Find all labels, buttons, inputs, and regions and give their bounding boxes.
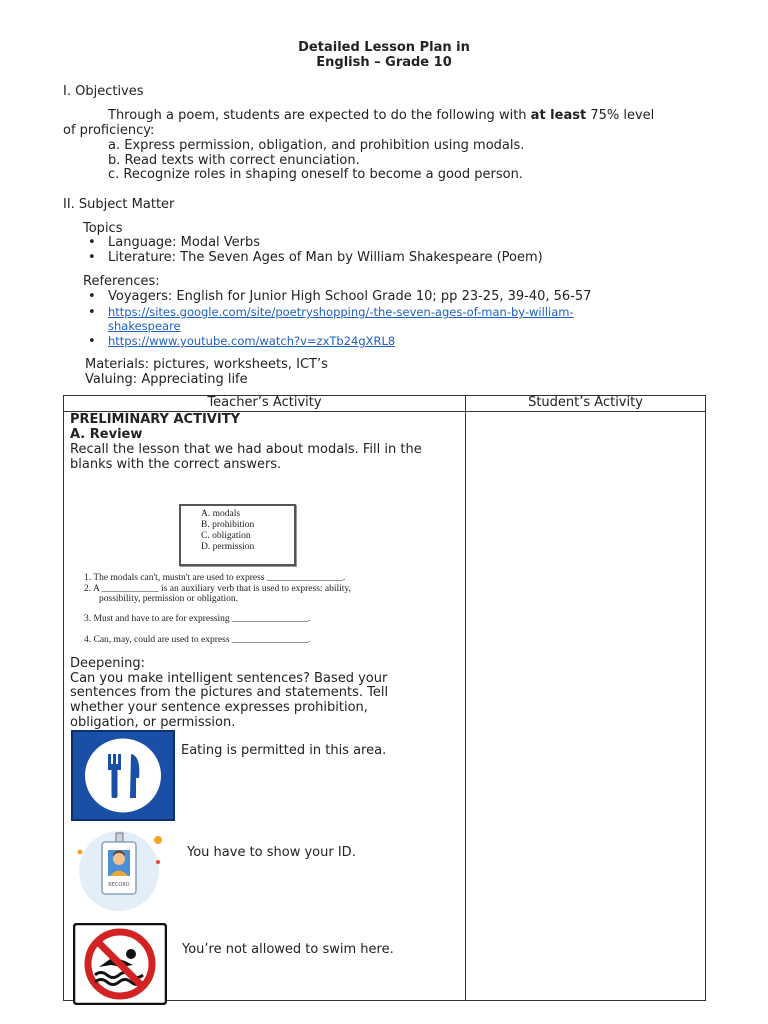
choice-item: A. modals — [201, 509, 241, 519]
reference-item: Voyagers: English for Junior High School Grade 10; pp 23-25, 39-40, 56-57 — [108, 289, 592, 304]
topic-item: Language: Modal Verbs — [108, 235, 261, 250]
question-4: 4. Can, may, could are used to express ________________. — [84, 635, 311, 645]
review-heading: A. Review — [70, 427, 143, 442]
topic-item: Literature: The Seven Ages of Man by William Shakespeare (Poem) — [108, 250, 543, 265]
choice-item: D. permission — [201, 542, 255, 552]
objective-item: a. Express permission, obligation, and prohibition using modals. — [108, 138, 525, 153]
choice-item: C. obligation — [201, 531, 251, 541]
question-2-cont: possibility, permission or obligation. — [99, 594, 238, 604]
bullet-icon: • — [88, 334, 96, 349]
deepening-text: sentences from the pictures and statements. Tell — [70, 685, 389, 700]
preliminary-heading: PRELIMINARY ACTIVITY — [70, 412, 240, 427]
question-2: 2. A ____________ is an auxiliary verb that is used to express: ability, — [84, 584, 351, 594]
doc-title-line2: English – Grade 10 — [316, 55, 452, 70]
statement-id: You have to show your ID. — [187, 845, 356, 860]
objective-item: c. Recognize roles in shaping oneself to become a good person. — [108, 167, 523, 182]
student-activity-cell — [466, 412, 706, 1001]
objectives-heading: I. Objectives — [63, 84, 144, 99]
deepening-text: whether your sentence expresses prohibition, — [70, 700, 368, 715]
id-card-text: RECORD — [108, 882, 130, 888]
reference-link-youtube[interactable]: https://www.youtube.com/watch?v=zxTb24gXRL8 — [108, 334, 396, 348]
statement-eating: Eating is permitted in this area. — [181, 743, 387, 758]
objectives-intro-pre: Through a poem, students are expected to do the following with — [108, 108, 531, 123]
question-1: 1. The modals can't, mustn't are used to express ________________. — [84, 573, 346, 583]
objectives-intro-line2: of proficiency: — [63, 123, 155, 138]
col-student-header: Student’s Activity — [466, 396, 706, 412]
materials-text: Materials: pictures, worksheets, ICT’s — [85, 357, 328, 372]
objectives-intro-bold: at least — [530, 108, 587, 123]
answer-choices-box — [179, 504, 296, 566]
bullet-icon: • — [88, 235, 96, 250]
bullet-icon: • — [88, 250, 96, 265]
subject-matter-heading: II. Subject Matter — [63, 197, 175, 212]
reference-link-sites[interactable]: https://sites.google.com/site/poetryshopping/-the-seven-ages-of-man-by-william- — [108, 305, 574, 319]
review-instruction: Recall the lesson that we had about modals. Fill in the — [70, 442, 422, 457]
bullet-icon: • — [88, 289, 96, 304]
objective-item: b. Read texts with correct enunciation. — [108, 153, 360, 168]
activity-table — [63, 395, 706, 1001]
objectives-intro-post: 75% level — [586, 108, 655, 123]
teacher-activity-cell — [64, 412, 466, 1001]
objectives-intro — [108, 108, 654, 123]
eating-permitted-icon — [71, 730, 175, 821]
review-instruction-cont: blanks with the correct answers. — [70, 457, 282, 472]
statement-swim: You’re not allowed to swim here. — [182, 942, 394, 957]
id-card-icon — [72, 830, 167, 912]
reference-link-sites-cont[interactable]: shakespeare — [108, 319, 181, 333]
choice-item: B. prohibition — [201, 520, 255, 530]
doc-title-line1: Detailed Lesson Plan in — [298, 40, 470, 55]
col-teacher-header: Teacher’s Activity — [64, 396, 466, 412]
no-swimming-icon — [73, 923, 167, 1005]
bullet-icon: • — [88, 305, 96, 320]
question-3: 3. Must and have to are for expressing ________________. — [84, 614, 311, 624]
valuing-text: Valuing: Appreciating life — [85, 372, 248, 387]
deepening-label: Deepening: — [70, 656, 145, 671]
topics-label: Topics — [83, 221, 123, 236]
deepening-text: obligation, or permission. — [70, 715, 236, 730]
references-label: References: — [83, 274, 160, 289]
deepening-text: Can you make intelligent sentences? Based your — [70, 671, 388, 686]
